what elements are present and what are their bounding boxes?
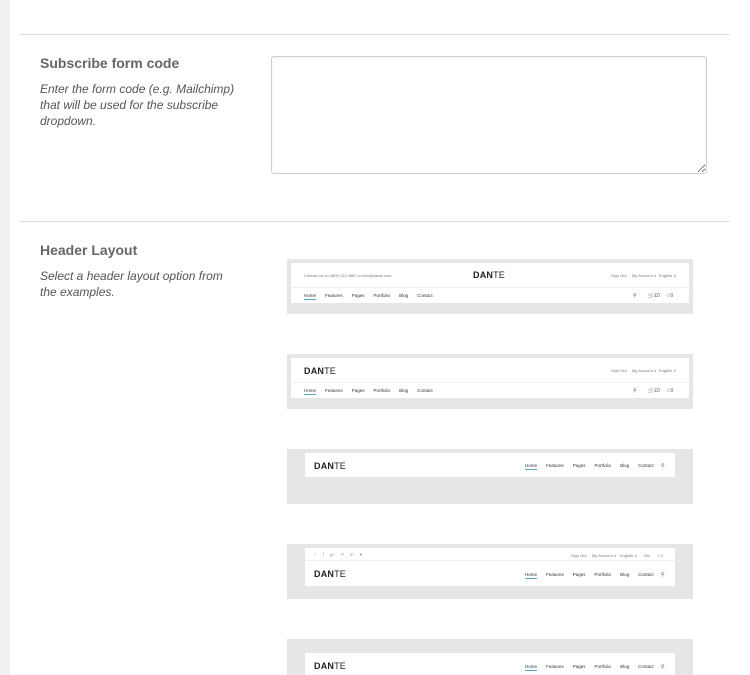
cart-icon: 🛒£0	[648, 388, 660, 394]
nav-item: Home	[525, 664, 538, 669]
search-icon: ⚲	[633, 293, 637, 299]
divider	[19, 34, 730, 35]
nav-item: Features	[546, 463, 564, 468]
header-preview	[305, 453, 675, 477]
language-link: English ∨	[659, 273, 677, 278]
nav-item: Pages	[351, 293, 365, 298]
nav-item: Features	[546, 572, 564, 577]
nav-menu	[525, 664, 654, 671]
header-preview	[305, 653, 675, 675]
my-account-link: My Account ∨	[592, 553, 617, 558]
nav-menu	[525, 572, 654, 579]
nav-item: Portfolio	[373, 293, 391, 298]
wishlist-icon: ☆0	[666, 388, 674, 394]
my-account-link: My Account ∨	[632, 368, 657, 373]
header-preview	[291, 263, 689, 303]
nav-item: Blog	[620, 572, 630, 577]
social-icon: f	[322, 552, 324, 557]
nav-item: Contact	[638, 463, 654, 468]
subscribe-code-textarea[interactable]	[271, 56, 707, 174]
nav-menu	[304, 388, 433, 395]
sign-out-link: Sign Out	[571, 553, 587, 558]
nav-item: Pages	[572, 572, 586, 577]
nav-item: Home	[304, 388, 317, 393]
nav-item: Portfolio	[594, 664, 612, 669]
nav-item: Blog	[399, 388, 409, 393]
cart-icon: 🛒£0	[648, 293, 660, 299]
nav-item: Home	[304, 293, 317, 298]
nav-item: Blog	[399, 293, 409, 298]
nav-item: Pages	[351, 388, 365, 393]
header-preview	[305, 548, 675, 586]
header-layout-option-1[interactable]	[287, 259, 693, 314]
nav-item: Features	[325, 388, 343, 393]
social-icon: P	[341, 552, 345, 557]
search-icon: ⚲	[661, 572, 665, 578]
subscribe-title: Subscribe form code	[40, 55, 180, 71]
dante-logo: DANTE	[304, 366, 337, 376]
nav-item: Home	[525, 463, 538, 468]
social-icon: ♥	[359, 552, 363, 557]
divider	[305, 560, 675, 561]
divider	[291, 287, 689, 288]
language-link: English ∨	[659, 368, 677, 373]
social-icon: ○	[314, 552, 317, 557]
header-preview	[291, 358, 689, 398]
nav-item: Features	[546, 664, 564, 669]
language-link: English ∨	[620, 553, 638, 558]
cart-icon: □£0	[643, 553, 650, 558]
nav-menu	[525, 463, 654, 470]
nav-item: Blog	[620, 664, 630, 669]
nav-item: Features	[325, 293, 343, 298]
search-icon: ⚲	[633, 388, 637, 394]
nav-item: Contact	[417, 293, 433, 298]
header-layout-description: Select a header layout option from the examples.	[40, 269, 223, 299]
social-icon: g+	[329, 552, 336, 557]
contact-text: Contact us on 0800 123 4567 or info@dante.com	[304, 273, 392, 278]
search-icon: ⚲	[661, 463, 665, 469]
wishlist-icon: ☆0	[657, 553, 663, 558]
social-icon: in	[350, 552, 354, 557]
header-layout-option-4[interactable]	[287, 544, 693, 599]
divider	[291, 382, 689, 383]
nav-menu	[304, 293, 433, 300]
nav-item: Portfolio	[594, 572, 612, 577]
header-layout-option-5[interactable]	[287, 639, 693, 675]
wishlist-icon: ☆0	[666, 293, 674, 299]
header-layout-option-2[interactable]	[287, 354, 693, 409]
sign-out-link: Sign Out	[611, 273, 627, 278]
nav-item: Portfolio	[373, 388, 391, 393]
header-layout-title: Header Layout	[40, 242, 138, 258]
nav-item: Contact	[638, 664, 654, 669]
nav-item: Pages	[572, 463, 586, 468]
nav-item: Contact	[417, 388, 433, 393]
dante-logo: DANTE	[314, 661, 347, 671]
nav-item: Home	[525, 572, 538, 577]
search-icon: ⚲	[661, 664, 665, 670]
nav-item: Portfolio	[594, 463, 612, 468]
nav-item: Blog	[620, 463, 630, 468]
nav-item: Pages	[572, 664, 586, 669]
header-layout-option-3[interactable]	[287, 449, 693, 504]
sign-out-link: Sign Out	[611, 368, 627, 373]
dante-logo: DANTE	[314, 569, 347, 579]
nav-item: Contact	[638, 572, 654, 577]
social-icons	[314, 552, 362, 557]
dante-logo: DANTE	[314, 461, 347, 471]
divider	[19, 221, 730, 222]
dante-logo: DANTE	[473, 270, 506, 280]
my-account-link: My Account ∨	[632, 273, 657, 278]
subscribe-description: Enter the form code (e.g. Mailchimp) that will be used for the subscribe dropdown.	[40, 82, 235, 128]
